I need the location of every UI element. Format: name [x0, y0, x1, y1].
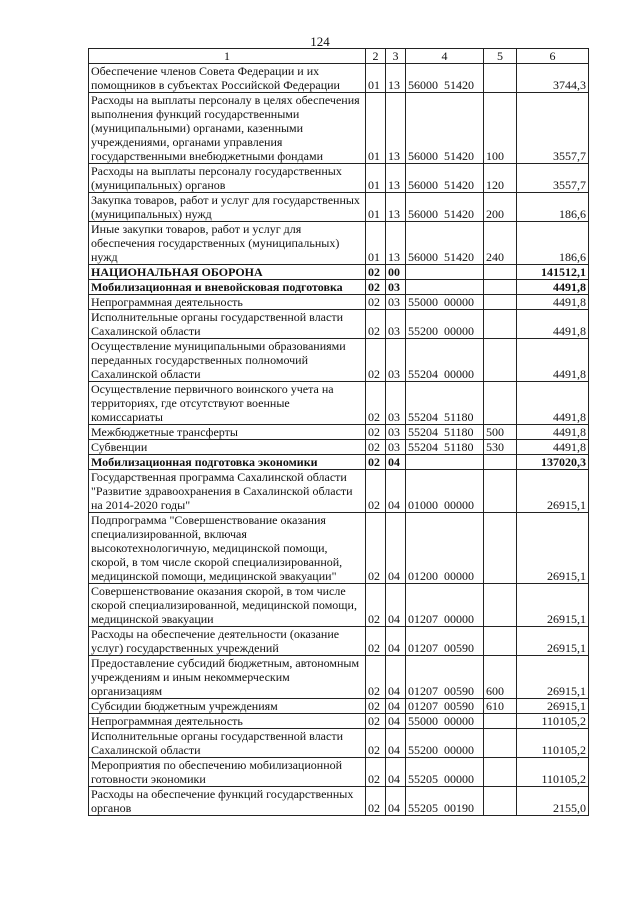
table-row — [89, 93, 589, 164]
table-row — [89, 193, 589, 222]
header-cell: 5 — [484, 49, 517, 64]
table-row — [89, 729, 589, 758]
amount-cell: 26915,1 — [517, 513, 589, 584]
expense-type-cell — [484, 339, 517, 382]
table-body — [89, 64, 589, 816]
section-code-cell: 02 — [366, 758, 386, 787]
expense-type-cell — [484, 758, 517, 787]
table-row — [89, 758, 589, 787]
amount-cell: 2155,0 — [517, 787, 589, 816]
amount-cell: 4491,8 — [517, 339, 589, 382]
subsection-code-cell: 03 — [386, 295, 406, 310]
target-article-cell: 55200 00000 — [406, 310, 484, 339]
expense-type-cell — [484, 513, 517, 584]
table-row — [89, 295, 589, 310]
section-code-cell: 02 — [366, 699, 386, 714]
amount-cell: 4491,8 — [517, 425, 589, 440]
row-name-cell: Совершенствование оказания скорой, в том числе скорой специализированной, медицинской помощи, медицинской эвакуации — [89, 584, 366, 627]
table-row — [89, 584, 589, 627]
subsection-code-cell: 04 — [386, 758, 406, 787]
table-row — [89, 440, 589, 455]
row-name-cell: Непрограммная деятельность — [89, 295, 366, 310]
budget-table — [88, 48, 589, 816]
subsection-code-cell: 03 — [386, 280, 406, 295]
amount-cell: 26915,1 — [517, 656, 589, 699]
table-row — [89, 310, 589, 339]
target-article-cell: 55200 00000 — [406, 729, 484, 758]
row-name-cell: Обеспечение членов Совета Федерации и их помощников в субъектах Российской Федерации — [89, 64, 366, 93]
row-name-cell: НАЦИОНАЛЬНАЯ ОБОРОНА — [89, 265, 366, 280]
row-name-cell: Подпрограмма "Совершенствование оказания специализированной, включая высокотехнологичную, медицинской помощи, скорой, в том числе скорой специализированной, медицинской помощи, медицинской эвакуации" — [89, 513, 366, 584]
expense-type-cell — [484, 584, 517, 627]
target-article-cell — [406, 455, 484, 470]
subsection-code-cell: 04 — [386, 729, 406, 758]
subsection-code-cell: 04 — [386, 787, 406, 816]
row-name-cell: Расходы на выплаты персоналу в целях обеспечения выполнения функций государственными (муниципальными) органами, казенными учреждениями, органами управления государственными внебюджетными фондами — [89, 93, 366, 164]
row-name-cell: Предоставление субсидий бюджетным, автономным учреждениям и иным некоммерческим организациям — [89, 656, 366, 699]
table-row — [89, 222, 589, 265]
subsection-code-cell: 13 — [386, 222, 406, 265]
table-row — [89, 787, 589, 816]
amount-cell: 4491,8 — [517, 382, 589, 425]
amount-cell: 3557,7 — [517, 93, 589, 164]
target-article-cell: 01000 00000 — [406, 470, 484, 513]
target-article-cell: 01207 00590 — [406, 699, 484, 714]
expense-type-cell: 530 — [484, 440, 517, 455]
table-row — [89, 656, 589, 699]
table-row — [89, 470, 589, 513]
target-article-cell: 01207 00000 — [406, 584, 484, 627]
target-article-cell — [406, 265, 484, 280]
amount-cell: 110105,2 — [517, 758, 589, 787]
section-code-cell: 02 — [366, 470, 386, 513]
table-row — [89, 339, 589, 382]
section-code-cell: 02 — [366, 455, 386, 470]
expense-type-cell — [484, 64, 517, 93]
expense-type-cell: 600 — [484, 656, 517, 699]
expense-type-cell: 610 — [484, 699, 517, 714]
section-code-cell: 02 — [366, 265, 386, 280]
amount-cell: 4491,8 — [517, 280, 589, 295]
target-article-cell: 01200 00000 — [406, 513, 484, 584]
table-row — [89, 64, 589, 93]
amount-cell: 186,6 — [517, 222, 589, 265]
subsection-code-cell: 04 — [386, 455, 406, 470]
subsection-code-cell: 03 — [386, 382, 406, 425]
expense-type-cell — [484, 470, 517, 513]
target-article-cell — [406, 280, 484, 295]
amount-cell: 3557,7 — [517, 164, 589, 193]
target-article-cell: 55205 00190 — [406, 787, 484, 816]
section-code-cell: 02 — [366, 513, 386, 584]
section-code-cell: 01 — [366, 193, 386, 222]
expense-type-cell: 100 — [484, 93, 517, 164]
expense-type-cell — [484, 627, 517, 656]
subsection-code-cell: 04 — [386, 699, 406, 714]
subsection-code-cell: 13 — [386, 193, 406, 222]
amount-cell: 4491,8 — [517, 295, 589, 310]
section-code-cell: 02 — [366, 280, 386, 295]
table-row — [89, 265, 589, 280]
section-code-cell: 01 — [366, 164, 386, 193]
expense-type-cell — [484, 382, 517, 425]
expense-type-cell — [484, 714, 517, 729]
section-code-cell: 02 — [366, 310, 386, 339]
amount-cell: 26915,1 — [517, 699, 589, 714]
header-cell: 1 — [89, 49, 366, 64]
row-name-cell: Расходы на обеспечение деятельности (оказание услуг) государственных учреждений — [89, 627, 366, 656]
header-cell: 3 — [386, 49, 406, 64]
row-name-cell: Государственная программа Сахалинской области "Развитие здравоохранения в Сахалинской области на 2014-2020 годы" — [89, 470, 366, 513]
header-cell: 2 — [366, 49, 386, 64]
expense-type-cell — [484, 729, 517, 758]
row-name-cell: Осуществление муниципальными образованиями переданных государственных полномочий Сахалинской области — [89, 339, 366, 382]
page-number: 124 — [310, 34, 330, 49]
section-code-cell: 02 — [366, 425, 386, 440]
target-article-cell: 55205 00000 — [406, 758, 484, 787]
amount-cell: 141512,1 — [517, 265, 589, 280]
amount-cell: 4491,8 — [517, 440, 589, 455]
subsection-code-cell: 04 — [386, 656, 406, 699]
section-code-cell: 02 — [366, 382, 386, 425]
row-name-cell: Осуществление первичного воинского учета на территориях, где отсутствуют военные комиссариаты — [89, 382, 366, 425]
amount-cell: 26915,1 — [517, 470, 589, 513]
row-name-cell: Мобилизационная подготовка экономики — [89, 455, 366, 470]
row-name-cell: Исполнительные органы государственной власти Сахалинской области — [89, 310, 366, 339]
target-article-cell: 01207 00590 — [406, 627, 484, 656]
amount-cell: 110105,2 — [517, 729, 589, 758]
amount-cell: 186,6 — [517, 193, 589, 222]
row-name-cell: Межбюджетные трансферты — [89, 425, 366, 440]
row-name-cell: Субсидии бюджетным учреждениям — [89, 699, 366, 714]
section-code-cell: 02 — [366, 339, 386, 382]
amount-cell: 3744,3 — [517, 64, 589, 93]
row-name-cell: Субвенции — [89, 440, 366, 455]
target-article-cell: 55204 00000 — [406, 339, 484, 382]
target-article-cell: 55000 00000 — [406, 295, 484, 310]
target-article-cell: 01207 00590 — [406, 656, 484, 699]
subsection-code-cell: 03 — [386, 425, 406, 440]
expense-type-cell — [484, 265, 517, 280]
subsection-code-cell: 13 — [386, 93, 406, 164]
expense-type-cell — [484, 455, 517, 470]
section-code-cell: 02 — [366, 627, 386, 656]
target-article-cell: 56000 51420 — [406, 164, 484, 193]
amount-cell: 26915,1 — [517, 584, 589, 627]
row-name-cell: Расходы на выплаты персоналу государственных (муниципальных) органов — [89, 164, 366, 193]
subsection-code-cell: 04 — [386, 513, 406, 584]
row-name-cell: Расходы на обеспечение функций государственных органов — [89, 787, 366, 816]
subsection-code-cell: 04 — [386, 584, 406, 627]
table-row — [89, 627, 589, 656]
subsection-code-cell: 04 — [386, 714, 406, 729]
row-name-cell: Исполнительные органы государственной власти Сахалинской области — [89, 729, 366, 758]
section-code-cell: 02 — [366, 714, 386, 729]
row-name-cell: Закупка товаров, работ и услуг для государственных (муниципальных) нужд — [89, 193, 366, 222]
target-article-cell: 56000 51420 — [406, 193, 484, 222]
amount-cell: 137020,3 — [517, 455, 589, 470]
table-row — [89, 714, 589, 729]
subsection-code-cell: 03 — [386, 310, 406, 339]
expense-type-cell: 200 — [484, 193, 517, 222]
header-cell: 6 — [517, 49, 589, 64]
subsection-code-cell: 04 — [386, 627, 406, 656]
section-code-cell: 01 — [366, 222, 386, 265]
subsection-code-cell: 04 — [386, 470, 406, 513]
subsection-code-cell: 03 — [386, 339, 406, 382]
section-code-cell: 02 — [366, 295, 386, 310]
expense-type-cell — [484, 310, 517, 339]
table-row — [89, 425, 589, 440]
table-row — [89, 699, 589, 714]
target-article-cell: 56000 51420 — [406, 222, 484, 265]
section-code-cell: 02 — [366, 584, 386, 627]
expense-type-cell — [484, 295, 517, 310]
table-row — [89, 164, 589, 193]
target-article-cell: 56000 51420 — [406, 64, 484, 93]
row-name-cell: Мероприятия по обеспечению мобилизационной готовности экономики — [89, 758, 366, 787]
expense-type-cell: 120 — [484, 164, 517, 193]
section-code-cell: 01 — [366, 64, 386, 93]
expense-type-cell — [484, 280, 517, 295]
amount-cell: 110105,2 — [517, 714, 589, 729]
section-code-cell: 01 — [366, 93, 386, 164]
section-code-cell: 02 — [366, 787, 386, 816]
table-header-row — [89, 49, 589, 64]
table-row — [89, 382, 589, 425]
section-code-cell: 02 — [366, 440, 386, 455]
table-row — [89, 280, 589, 295]
amount-cell: 4491,8 — [517, 310, 589, 339]
row-name-cell: Мобилизационная и вневойсковая подготовка — [89, 280, 366, 295]
target-article-cell: 55204 51180 — [406, 425, 484, 440]
table-row — [89, 513, 589, 584]
expense-type-cell: 500 — [484, 425, 517, 440]
amount-cell: 26915,1 — [517, 627, 589, 656]
subsection-code-cell: 13 — [386, 64, 406, 93]
target-article-cell: 55000 00000 — [406, 714, 484, 729]
row-name-cell: Непрограммная деятельность — [89, 714, 366, 729]
subsection-code-cell: 13 — [386, 164, 406, 193]
expense-type-cell: 240 — [484, 222, 517, 265]
subsection-code-cell: 03 — [386, 440, 406, 455]
table-row — [89, 455, 589, 470]
section-code-cell: 02 — [366, 729, 386, 758]
target-article-cell: 55204 51180 — [406, 382, 484, 425]
header-cell: 4 — [406, 49, 484, 64]
expense-type-cell — [484, 787, 517, 816]
row-name-cell: Иные закупки товаров, работ и услуг для обеспечения государственных (муниципальных) нужд — [89, 222, 366, 265]
subsection-code-cell: 00 — [386, 265, 406, 280]
target-article-cell: 56000 51420 — [406, 93, 484, 164]
section-code-cell: 02 — [366, 656, 386, 699]
target-article-cell: 55204 51180 — [406, 440, 484, 455]
